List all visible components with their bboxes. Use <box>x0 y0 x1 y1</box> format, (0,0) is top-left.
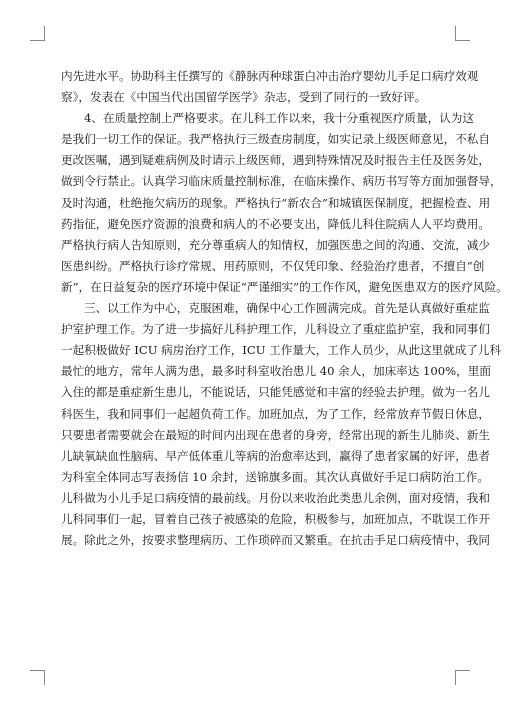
text-line: 严格执行病人告知原则，充分尊重病人的知情权，加强医患之间的沟通、交流，减少 <box>61 237 490 252</box>
text-line: 三、以工作为中心，克服困难，确保中心工作圆满完成。首先是认真做好重症监 <box>84 301 490 316</box>
crop-mark-bottom-left <box>30 670 45 685</box>
text-line: 儿缺氧缺血性脑病、早产低体重儿等病的治愈率达到，赢得了患者家属的好评，患者 <box>61 448 490 463</box>
text-line: 做到令行禁止。认真学习临床质量控制标准，在临床操作、病历书写等方面加强督导， <box>61 174 502 189</box>
text-line: 一起积极做好 ICU 病房治疗工作，ICU 工作量大，工作人员少，从此这里就成了儿科 <box>61 343 502 358</box>
crop-mark-top-right <box>455 26 470 41</box>
text-line: 药指征，避免医疗资源的浪费和病人的不必要支出，降低儿科住院病人人平均费用。 <box>61 216 490 231</box>
text-line: 展。除此之外，按要求整理病历、工作琐碎而又繁重。在抗击手足口病疫情中，我同 <box>61 533 490 548</box>
text-line: 科医生，我和同事们一起超负荷工作。加班加点，为了工作，经常放弃节假日休息， <box>61 406 490 421</box>
crop-mark-bottom-right <box>455 670 470 685</box>
text-line: 为科室全体同志写表扬信 10 余封，送锦旗多面。其次认真做好手足口病防治工作。 <box>61 469 489 484</box>
text-line: 儿科同事们一起，冒着自己孩子被感染的危险，积极参与，加班加点，不耽误工作开 <box>61 511 490 526</box>
text-line: 更改医嘱，遇到疑难病例及时请示上级医师，遇到特殊情况及时报告主任及医务处， <box>61 153 490 168</box>
text-line: 内先进水平。协助科主任撰写的《静脉丙种球蛋白冲击治疗婴幼儿手足口病疗效观 <box>61 69 479 83</box>
text-line: 最忙的地方，常年人满为患，最多时科室收治患儿 40 余人，加床率达 100%，里面 <box>61 364 491 379</box>
text-line: 儿科做为小儿手足口病疫情的最前线。月份以来收治此类患儿余例，面对疫情，我和 <box>61 490 490 505</box>
crop-mark-top-left <box>30 26 45 41</box>
text-line: 及时沟通，杜绝拖欠病历的现象。严格执行“新农合”和城镇医保制度，把握检查、用 <box>61 195 491 210</box>
text-line: 是我们一切工作的保证。我严格执行三级查房制度，如实记录上级医师意见，不私自 <box>61 132 490 147</box>
text-line: 只要患者需要就会在最短的时间内出现在患者的身旁，经常出现的新生儿肺炎、新生 <box>61 427 490 442</box>
text-line: 新”，在日益复杂的医疗环境中保证“严谨细实”的工作作风，避免医患双方的医疗风险。 <box>61 279 508 294</box>
text-line: 察》，发表在《中国当代出国留学医学》杂志，受到了同行的一致好评。 <box>61 90 427 105</box>
text-line: 入住的都是重症新生患儿，不能说话，只能凭感觉和丰富的经验去护理。做为一名儿 <box>61 385 490 400</box>
document-body <box>61 66 508 551</box>
text-line: 护室护理工作。为了进一步搞好儿科护理工作，儿科设立了重症监护室，我和同事们 <box>61 322 490 337</box>
text-line: 医患纠纷。严格执行诊疗常规、用药原则，不仅凭印象、经验治疗患者，不擅自“创 <box>61 258 485 273</box>
text-line: 4、在质量控制上严格要求。在儿科工作以来，我十分重视医疗质量，认为这 <box>84 111 474 126</box>
